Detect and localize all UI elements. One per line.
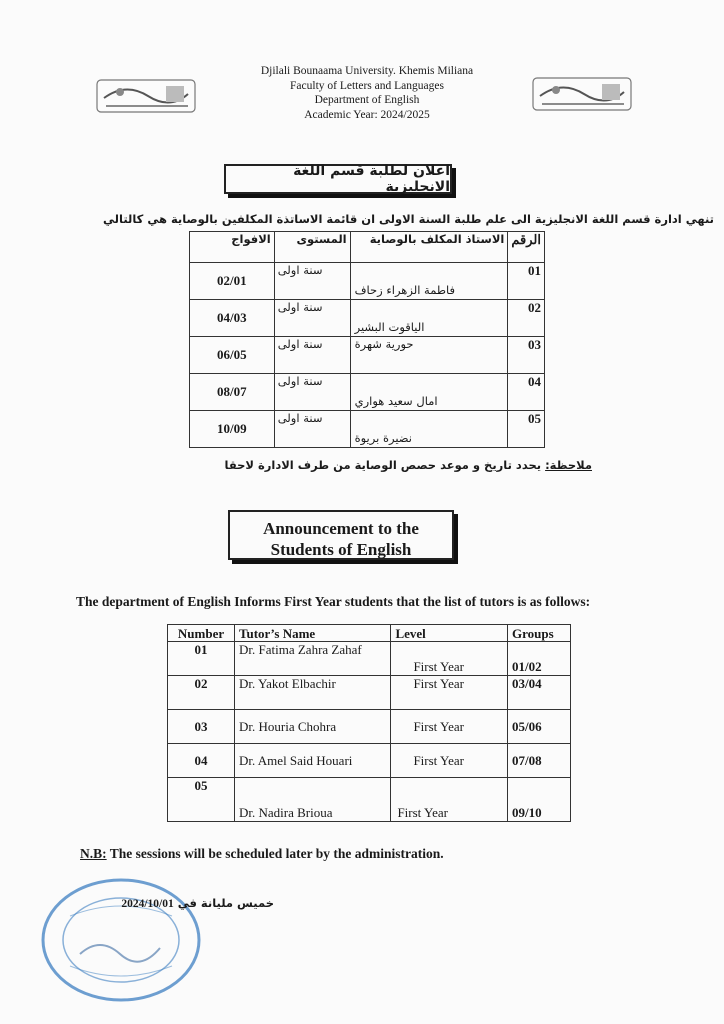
row-number: 03 (508, 337, 545, 374)
table-row (168, 710, 571, 744)
table-header-row (168, 625, 571, 642)
place-and-date (114, 896, 274, 910)
level: سنة اولى (274, 411, 350, 448)
row-number: 01 (508, 263, 545, 300)
tutor-name: Dr. Nadira Brioua (235, 778, 391, 822)
column-header: Number (168, 625, 235, 642)
groups: 08/07 (190, 374, 275, 411)
table-row (190, 300, 545, 337)
tutor-name: حورية شهرة (350, 337, 508, 374)
row-number: 04 (508, 374, 545, 411)
english-title-line2: Students of English (270, 540, 412, 559)
faculty-name: Faculty of Letters and Languages (290, 79, 444, 92)
tutor-name: Dr. Fatima Zahra Zahaf (235, 642, 391, 676)
groups: 01/02 (508, 642, 571, 676)
tutor-name: Dr. Amel Said Houari (235, 744, 391, 778)
english-note (80, 846, 444, 862)
table-row (168, 744, 571, 778)
arabic-tutors-table (189, 231, 545, 448)
arabic-note-text: يحدد تاريخ و موعد حصص الوصاية من طرف الادارة لاحقا (224, 458, 546, 472)
groups: 05/06 (508, 710, 571, 744)
tutor-name: امال سعيد هواري (350, 374, 508, 411)
column-header: الرقم (508, 232, 545, 263)
tutor-name: فاطمة الزهراء زحاف (350, 263, 508, 300)
tutor-name: Dr. Houria Chohra (235, 710, 391, 744)
table-row (168, 778, 571, 822)
table-header-row (190, 232, 545, 263)
column-header: الاستاذ المكلف بالوصاية (350, 232, 508, 263)
groups: 02/01 (190, 263, 275, 300)
level: سنة اولى (274, 337, 350, 374)
row-number: 05 (168, 778, 235, 822)
level: First Year (391, 676, 508, 710)
row-number: 01 (168, 642, 235, 676)
arabic-note (224, 458, 592, 472)
academic-year: Academic Year: 2024/2025 (304, 108, 430, 121)
document-header (230, 64, 504, 122)
level: سنة اولى (274, 374, 350, 411)
english-title-line1: Announcement to the (263, 519, 419, 538)
date: 2024/10/01 (121, 898, 174, 910)
english-note-label: N.B: (80, 846, 107, 861)
row-number: 04 (168, 744, 235, 778)
row-number: 03 (168, 710, 235, 744)
english-intro: The department of English Informs First Year students that the list of tutors is as follows: (76, 594, 591, 609)
level: First Year (391, 744, 508, 778)
table-row (168, 676, 571, 710)
groups: 10/09 (190, 411, 275, 448)
table-row (190, 337, 545, 374)
column-header: Tutor’s Name (235, 625, 391, 642)
tutor-name: الياقوت البشير (350, 300, 508, 337)
table-row (168, 642, 571, 676)
groups: 03/04 (508, 676, 571, 710)
university-name: Djilali Bounaama University. Khemis Miliana (260, 65, 474, 77)
university-logo-right (532, 74, 632, 114)
english-tutors-table (167, 624, 571, 822)
tutor-name: نضيرة بريوة (350, 411, 508, 448)
arabic-title-box (224, 164, 452, 194)
groups: 06/05 (190, 337, 275, 374)
table-row (190, 263, 545, 300)
arabic-title: اعلان لطلبة قسم اللغة الانجليزية (293, 163, 450, 195)
level: سنة اولى (274, 263, 350, 300)
groups: 09/10 (508, 778, 571, 822)
department-name: Department of English (314, 94, 420, 106)
column-header: Groups (508, 625, 571, 642)
level: First Year (391, 642, 508, 676)
english-note-text: The sessions will be scheduled later by the administration. (106, 846, 444, 861)
place: خميس مليانة في (177, 896, 274, 910)
row-number: 02 (508, 300, 545, 337)
table-row (190, 411, 545, 448)
column-header: الافواج (190, 232, 275, 263)
level: سنة اولى (274, 300, 350, 337)
row-number: 05 (508, 411, 545, 448)
groups: 07/08 (508, 744, 571, 778)
level: First Year (391, 710, 508, 744)
level: First Year (391, 778, 508, 822)
university-logo-left (96, 76, 196, 116)
groups: 04/03 (190, 300, 275, 337)
tutor-name: Dr. Yakot Elbachir (235, 676, 391, 710)
table-row (190, 374, 545, 411)
arabic-intro: تنهي ادارة قسم اللغة الانجليزية الى علم طلبة السنة الاولى ان قائمة الاساتذة المكلفين بالوصاية هي كالتالي (103, 212, 714, 226)
row-number: 02 (168, 676, 235, 710)
english-title-box (228, 510, 454, 560)
arabic-note-label: ملاحظة: (545, 458, 592, 472)
column-header: المستوى (274, 232, 350, 263)
column-header: Level (391, 625, 508, 642)
